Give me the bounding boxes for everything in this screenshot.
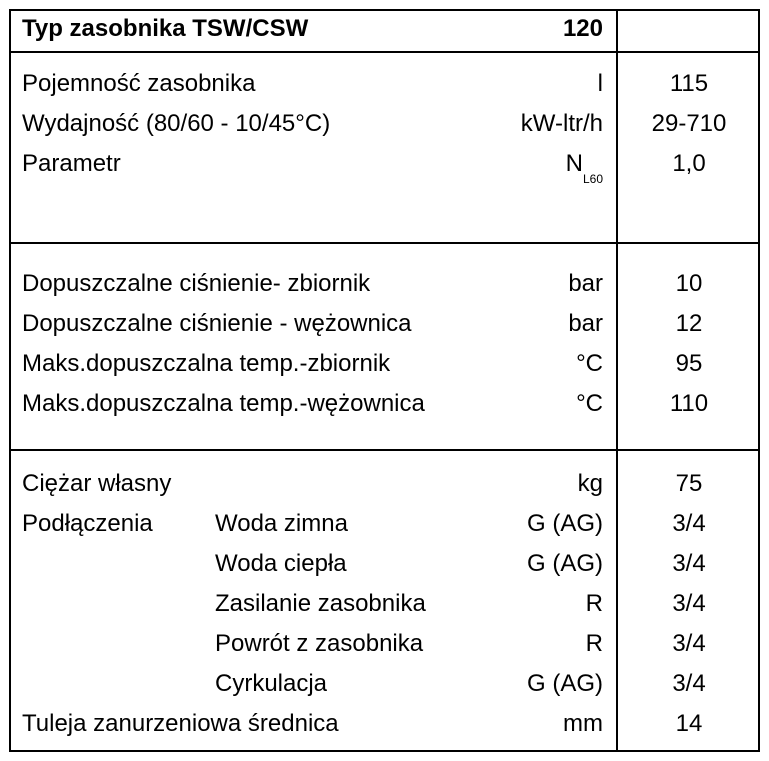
row-unit-pressure-tank: bar <box>568 270 603 297</box>
row-unit-pressure-coil: bar <box>568 310 603 337</box>
unit-symbol-n: N <box>565 150 583 177</box>
row-unit-parameter <box>470 150 603 193</box>
row-value-temp-coil: 110 <box>669 390 709 417</box>
row-label-weight: Ciężar własny <box>22 470 172 497</box>
row-value-capacity: 115 <box>669 70 709 97</box>
row-value-supply: 3/4 <box>672 590 706 617</box>
row-label-supply: Zasilanie zasobnika <box>215 590 426 617</box>
row-label-hot-water: Woda ciepła <box>215 550 347 577</box>
row-value-cold-water: 3/4 <box>672 510 706 537</box>
row-label-temp-tank: Maks.dopuszczalna temp.-zbiornik <box>22 350 391 377</box>
row-value-hot-water: 3/4 <box>672 550 706 577</box>
row-value-weight: 75 <box>675 470 703 497</box>
row-value-return: 3/4 <box>672 630 706 657</box>
row-label-pressure-coil: Dopuszczalne ciśnienie - wężownica <box>22 310 412 337</box>
row-label-pressure-tank: Dopuszczalne ciśnienie- zbiornik <box>22 270 371 297</box>
row-unit-temp-tank: °C <box>576 350 603 377</box>
section2-divider <box>9 449 760 451</box>
table-title: Typ zasobnika TSW/CSW <box>22 15 309 42</box>
row-value-pressure-coil: 12 <box>675 310 703 337</box>
connections-label: Podłączenia <box>22 510 153 537</box>
row-unit-circulation: G (AG) <box>527 670 603 697</box>
row-unit-capacity: l <box>597 70 603 97</box>
row-value-pressure-tank: 10 <box>675 270 703 297</box>
row-label-parameter: Parametr <box>22 150 121 177</box>
unit-subscript-l60: L60 <box>582 172 603 186</box>
row-unit-output: kW-ltr/h <box>520 110 603 137</box>
model-number: 120 <box>562 15 603 42</box>
row-unit-temp-coil: °C <box>576 390 603 417</box>
row-unit-weight: kg <box>577 470 603 497</box>
row-unit-hot-water: G (AG) <box>527 550 603 577</box>
row-label-sleeve: Tuleja zanurzeniowa średnica <box>22 710 339 737</box>
row-unit-sleeve: mm <box>563 710 603 737</box>
row-unit-cold-water: G (AG) <box>527 510 603 537</box>
row-value-temp-tank: 95 <box>675 350 703 377</box>
row-label-temp-coil: Maks.dopuszczalna temp.-wężownica <box>22 390 425 417</box>
row-value-parameter: 1,0 <box>672 150 706 177</box>
row-label-output: Wydajność (80/60 - 10/45°C) <box>22 110 331 137</box>
row-label-capacity: Pojemność zasobnika <box>22 70 256 97</box>
row-label-cold-water: Woda zimna <box>215 510 348 537</box>
row-value-circulation: 3/4 <box>672 670 706 697</box>
row-unit-supply: R <box>585 590 603 617</box>
row-label-return: Powrót z zasobnika <box>215 630 424 657</box>
row-unit-return: R <box>585 630 603 657</box>
header-divider <box>9 51 760 53</box>
row-label-circulation: Cyrkulacja <box>215 670 328 697</box>
row-value-output: 29-710 <box>651 110 727 137</box>
row-value-sleeve: 14 <box>675 710 703 737</box>
section1-divider <box>9 242 760 244</box>
